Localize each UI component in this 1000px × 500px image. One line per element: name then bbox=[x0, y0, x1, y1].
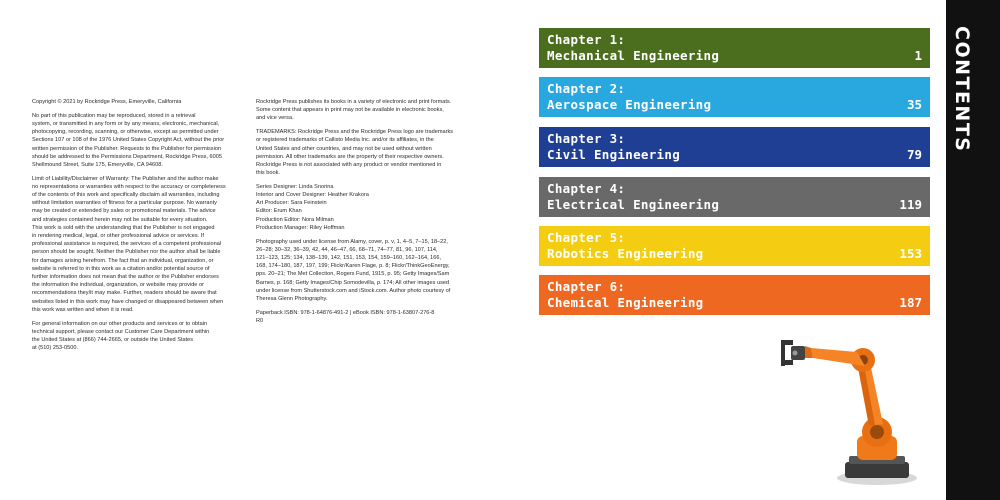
copyright-line: should be addressed to the Permissions Department, Rockridge Press, 6005 bbox=[32, 153, 222, 160]
chapter-title: Electrical Engineering bbox=[547, 197, 720, 212]
toc-chapter-2[interactable] bbox=[539, 77, 930, 117]
copyright-line: or registered trademarks of Callisto Media Inc. and/or its affiliates, in the bbox=[256, 137, 434, 144]
copyright-paragraph bbox=[256, 238, 468, 304]
copyright-line: of the contents of this work and specifically disclaim all warranties, including bbox=[32, 192, 220, 199]
copyright-line: in rendering medical, legal, or other professional advice or services. If bbox=[32, 233, 204, 240]
copyright-line: further information does not mean that the author or the Publisher endorses bbox=[32, 274, 219, 281]
copyright-line: this work was written and when it is read. bbox=[32, 306, 134, 313]
copyright-line: recommendations they/it may make. Further, readers should be aware that bbox=[32, 290, 217, 297]
copyright-line: under license from Shutterstock.com and iStock.com. Author photo courtesy of bbox=[256, 287, 451, 294]
chapter-page-number: 153 bbox=[899, 246, 922, 261]
copyright-line: technical support, please contact our Customer Care Department within bbox=[32, 328, 210, 335]
copyright-line: websites listed in this work may have changed or disappeared between when bbox=[32, 298, 224, 305]
chapter-label: Chapter 2: bbox=[547, 81, 626, 96]
robot-arm-icon bbox=[765, 328, 935, 490]
copyright-line: may be created or extended by sales or promotional materials. The advice bbox=[32, 208, 216, 215]
copyright-line: Shellmound Street, Suite 175, Emeryville, CA 94608. bbox=[32, 161, 163, 168]
chapter-label: Chapter 5: bbox=[547, 230, 626, 245]
copyright-line: Sections 107 or 108 of the 1976 United States Copyright Act, without the prior bbox=[32, 137, 225, 144]
toc-chapter-1[interactable] bbox=[539, 28, 930, 68]
copyright-column-right bbox=[256, 98, 468, 331]
contents-tab-label: CONTENTS bbox=[951, 26, 973, 153]
copyright-paragraph bbox=[32, 175, 242, 314]
copyright-line: Paperback ISBN: 978-1-64876-491-2 | eBook ISBN: 978-1-63807-276-8 bbox=[256, 309, 435, 316]
copyright-line: Barnes, p. 168; Getty Images/Chip Somodevilla, p. 174; All other images used bbox=[256, 279, 450, 286]
copyright-line: and vice versa. bbox=[256, 115, 294, 122]
chapter-page-number: 1 bbox=[914, 48, 922, 63]
copyright-line: For general information on our other products and services or to obtain bbox=[32, 320, 208, 327]
copyright-line: Some content that appears in print may not be available in electronic books, bbox=[256, 107, 444, 114]
copyright-line: Rockridge Press is not associated with any product or vendor mentioned in bbox=[256, 161, 442, 168]
copyright-line: Photography used under license from Alamy, cover, p. v, 1, 4–5, 7–15, 18–22, bbox=[256, 238, 448, 245]
copyright-line: for damages arising herefrom. The fact that an individual, organization, or bbox=[32, 257, 214, 264]
copyright-line: website is referred to in this work as a citation and/or potential source of bbox=[32, 265, 210, 272]
chapter-page-number: 79 bbox=[906, 147, 922, 162]
chapter-title: Mechanical Engineering bbox=[547, 48, 720, 63]
copyright-line: Rockridge Press publishes its books in a variety of electronic and print formats. bbox=[256, 99, 452, 105]
copyright-line: and strategies contained herein may not be suitable for every situation. bbox=[32, 216, 208, 223]
copyright-line: This work is sold with the understanding that the Publisher is not engaged bbox=[32, 224, 215, 231]
copyright-line: the information the individual, organization, or website may provide or bbox=[32, 282, 204, 289]
chapter-title: Civil Engineering bbox=[547, 147, 681, 162]
copyright-line: system, or transmitted in any form or by any means, electronic, mechanical, bbox=[32, 120, 220, 127]
chapter-title: Robotics Engineering bbox=[547, 246, 704, 261]
copyright-line: permission. All other trademarks are the property of their respective owners. bbox=[256, 153, 444, 160]
copyright-paragraph bbox=[32, 112, 242, 169]
copyright-line: photocopying, recording, scanning, or otherwise, except as permitted under bbox=[32, 129, 219, 136]
copyright-line: No part of this publication may be reproduced, stored in a retrieval bbox=[32, 112, 196, 119]
toc-chapter-3[interactable] bbox=[539, 127, 930, 167]
copyright-line: professional assistance is required, the services of a competent professional bbox=[32, 241, 222, 248]
copyright-line: no representations or warranties with respect to the accuracy or completeness bbox=[32, 183, 226, 190]
copyright-line: Limit of Liability/Disclaimer of Warranty: The Publisher and the author make bbox=[32, 175, 219, 182]
copyright-paragraph bbox=[256, 309, 468, 325]
copyright-line: pps. 20–21; The Met Collection, Rogers Fund, 1915, p. 95; Getty Images/Sam bbox=[256, 271, 450, 278]
copyright-line: TRADEMARKS: Rockridge Press and the Rockridge Press logo are trademarks bbox=[256, 129, 454, 136]
toc-chapter-6[interactable] bbox=[539, 275, 930, 315]
copyright-paragraph bbox=[32, 98, 242, 106]
copyright-line: Interior and Cover Designer: Heather Krakora bbox=[256, 192, 369, 199]
copyright-paragraph bbox=[256, 128, 468, 177]
chapter-title: Chemical Engineering bbox=[547, 295, 704, 310]
copyright-line: Theresa Glenn Photography. bbox=[256, 295, 328, 302]
copyright-line: person should be sought. Neither the Publisher nor the author shall be liable bbox=[32, 249, 221, 256]
copyright-column-left bbox=[32, 98, 242, 358]
chapter-title: Aerospace Engineering bbox=[547, 97, 712, 112]
copyright-line: Production Editor: Nora Milman bbox=[256, 216, 334, 223]
copyright-line: without limitation warranties of fitness for a particular purpose. No warranty bbox=[32, 200, 217, 207]
copyright-line: Art Producer: Sara Feinstein bbox=[256, 200, 327, 207]
chapter-label: Chapter 4: bbox=[547, 181, 626, 196]
copyright-line: United States and other countries, and may not be used without written bbox=[256, 145, 432, 152]
copyright-line: the United States at (866) 744-2665, or outside the United States bbox=[32, 336, 194, 343]
copyright-line: 26–28; 30–32, 36–39, 42, 44, 46–47, 66, 68–71, 74–77, 81, 96, 107, 114, bbox=[256, 246, 438, 253]
copyright-line: R0 bbox=[256, 317, 264, 324]
chapter-page-number: 187 bbox=[899, 295, 922, 310]
chapter-label: Chapter 3: bbox=[547, 131, 626, 146]
toc-chapter-4[interactable] bbox=[539, 177, 930, 217]
copyright-line: written permission of the Publisher. Requests to the Publisher for permission bbox=[32, 145, 222, 152]
copyright-paragraph bbox=[256, 183, 468, 232]
chapter-page-number: 35 bbox=[906, 97, 922, 112]
contents-side-tab bbox=[946, 0, 1000, 500]
copyright-paragraph bbox=[32, 320, 242, 353]
chapter-label: Chapter 6: bbox=[547, 279, 626, 294]
copyright-line: Editor: Erum Khan bbox=[256, 208, 302, 215]
chapter-label: Chapter 1: bbox=[547, 32, 626, 47]
copyright-line: 168, 174–180, 187, 197, 199; Flickr/Karen Flage, p. 8; Flickr/ThinkGeoEnergy, bbox=[256, 263, 450, 270]
copyright-line: Production Manager: Riley Hoffman bbox=[256, 224, 345, 231]
toc-chapter-5[interactable] bbox=[539, 226, 930, 266]
copyright-line: Copyright © 2021 by Rockridge Press, Emeryville, California bbox=[32, 99, 182, 105]
copyright-line: this book. bbox=[256, 170, 280, 177]
copyright-line: 121–123, 125; 134, 138–139, 142, 151, 153, 154, 159–160, 162–164, 166, bbox=[256, 254, 442, 261]
copyright-line: at (510) 253-0500. bbox=[32, 345, 79, 352]
chapter-page-number: 119 bbox=[899, 197, 922, 212]
copyright-line: Series Designer: Linda Snorina bbox=[256, 183, 334, 190]
copyright-paragraph bbox=[256, 98, 468, 123]
